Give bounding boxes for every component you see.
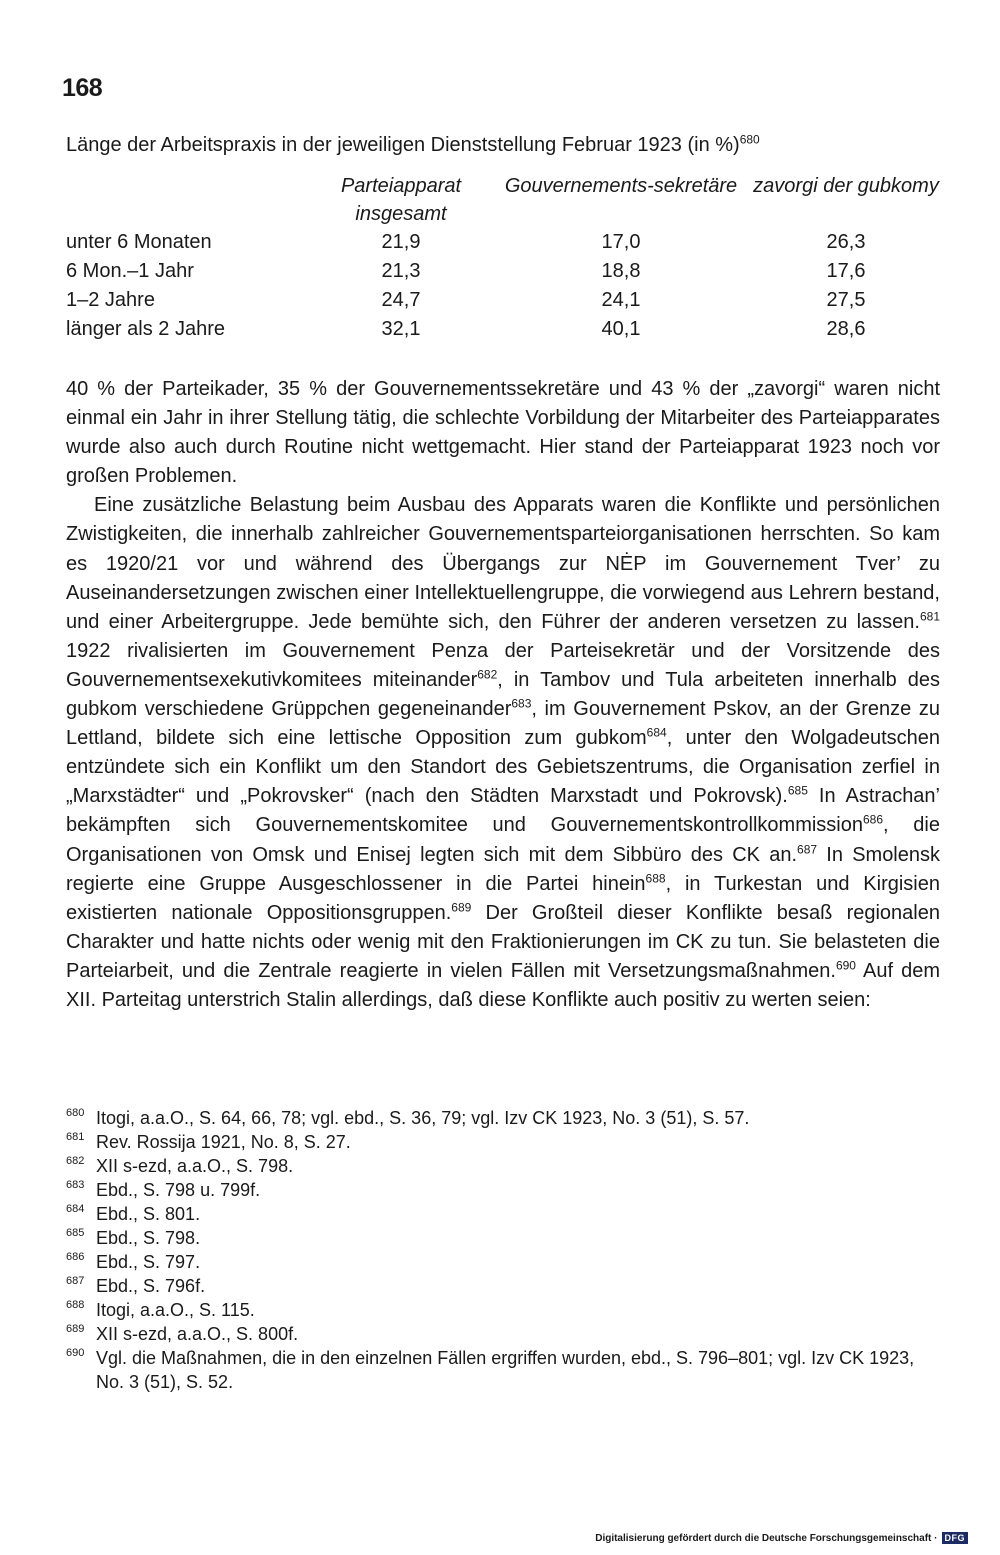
footnote (66, 1250, 940, 1274)
footnote-text: Ebd., S. 798. (96, 1228, 201, 1248)
page-number: 168 (62, 74, 103, 102)
table-row (66, 315, 946, 344)
footnote-number: 682 (66, 1155, 85, 1167)
footnote-text: Ebd., S. 798 u. 799f. (96, 1180, 261, 1200)
footnote-number: 681 (66, 1131, 85, 1143)
text-segment: , die Organisationen von Omsk und Enisej legten sich mit dem Sibbüro des CK an. (66, 814, 940, 866)
footnote-number: 688 (66, 1299, 85, 1311)
column-header: Gouvernements-sekretäre (504, 175, 738, 197)
footnote (66, 1226, 940, 1250)
footnote-ref: 687 (797, 841, 818, 856)
row-label: länger als 2 Jahre (66, 318, 225, 340)
footnote (66, 1202, 940, 1226)
footnotes (66, 1106, 940, 1394)
text-segment: 1922 rivalisierten im Gouvernement Penza der Parteisekretär und der Vorsitzende des Gouvernementsexekutivkomitees miteinander (66, 639, 940, 691)
funding-note (595, 1532, 968, 1544)
text-segment: , in Turkestan und Kirgisien existierten nationale Oppositionsgruppen. (66, 872, 940, 924)
footnote-text: Rev. Rossija 1921, No. 8, S. 27. (96, 1132, 351, 1152)
table-cell: 40,1 (601, 318, 641, 340)
table-title (66, 131, 946, 159)
body-text (66, 375, 940, 1015)
footnote-text: Itogi, a.a.O., S. 64, 66, 78; vgl. ebd., S. 36, 79; vgl. Izv CK 1923, No. 3 (51), S. 57. (96, 1108, 750, 1128)
text-segment: , im Gouvernement Pskov, an der Grenze zu Lettland, bildete sich eine lettische Opposition zum gubkom (66, 698, 940, 750)
footnote-number: 686 (66, 1251, 85, 1263)
statistics-table (66, 172, 946, 344)
table-cell: 27,5 (826, 289, 866, 311)
footnote-text: XII s-ezd, a.a.O., S. 800f. (96, 1324, 299, 1344)
footnote (66, 1322, 940, 1346)
footnote-ref: 683 (511, 696, 532, 711)
footnote-ref: 681 (919, 609, 940, 624)
row-label: 6 Mon.–1 Jahr (66, 260, 194, 282)
footnote-ref: 690 (835, 958, 856, 973)
footnote-number: 690 (66, 1347, 85, 1359)
dfg-logo-icon: DFG (942, 1532, 969, 1544)
table-cell: 17,6 (826, 260, 866, 282)
footnote-number: 689 (66, 1323, 85, 1335)
footnote-text: XII s-ezd, a.a.O., S. 798. (96, 1156, 294, 1176)
table-cell: 21,3 (381, 260, 421, 282)
footnote-ref: 689 (451, 900, 472, 915)
table-cell: 17,0 (601, 231, 641, 253)
table-row (66, 286, 946, 315)
footnote-ref: 680 (739, 132, 760, 147)
table-cell: 26,3 (826, 231, 866, 253)
table-cell: 21,9 (381, 231, 421, 253)
table-cell: 28,6 (826, 318, 866, 340)
table-header-row (66, 172, 946, 228)
table-cell: 24,1 (601, 289, 641, 311)
text-segment: , in Tambov und Tula arbeiteten innerhalb des gubkom verschiedene Grüppchen gegeneinander (66, 668, 940, 721)
text-segment: In Smolensk regierte eine Gruppe Ausgeschlossener in die Partei hinein (66, 843, 941, 895)
paragraph: 40 % der Parteikader, 35 % der Gouvernementssekretäre und 43 % der „zavorgi“ waren nicht einmal ein Jahr in ihrer Stellung tätig, die schlechte Vorbildung der Mitarbeiter des Parteiapparates wurde also auch durch Routine nicht wettgemacht. Hier stand der Parteiapparat 1923 noch vor großen Problemen. (66, 378, 940, 488)
footnote-text: Ebd., S. 797. (96, 1252, 201, 1272)
footnote-text: Itogi, a.a.O., S. 115. (96, 1300, 255, 1320)
footnote-text: Ebd., S. 796f. (96, 1276, 206, 1296)
footnote (66, 1154, 940, 1178)
footnote-number: 683 (66, 1179, 85, 1191)
footnote-ref: 685 (787, 783, 808, 798)
footnote-number: 685 (66, 1227, 85, 1239)
footnote (66, 1274, 940, 1298)
table-title-text: Länge der Arbeitspraxis in der jeweiligen Dienststellung Februar 1923 (in %) (66, 134, 740, 156)
footnote (66, 1130, 940, 1154)
table-cell: 18,8 (601, 260, 641, 282)
footnote-ref: 686 (863, 812, 884, 827)
text-segment: Eine zusätzliche Belastung beim Ausbau des Apparats waren die Konflikte und persönlichen Zwistigkeiten, die innerhalb zahlreicher Gouvernementsparteiorganisationen herrschten. So kam es 1920/21 vor und während des Übergangs zur NĖP im Gouvernement Tver’ zu Auseinandersetzungen zwischen einer Intellektuellengruppe, die vorwiegend aus Lehrern bestand, und einer Arbeitergruppe. Jede bemühte sich, den Führer der anderen versetzen zu lassen. (66, 494, 940, 633)
row-label-header (66, 172, 306, 228)
footnote-text: Ebd., S. 801. (96, 1204, 201, 1224)
row-label: 1–2 Jahre (66, 289, 155, 311)
footnote-ref: 682 (477, 667, 498, 682)
table-row (66, 228, 946, 257)
footnote (66, 1346, 940, 1394)
text-segment: , unter den Wolgadeutschen entzündete sich ein Konflikt um den Standort des Gebietszentrums, die Organisation zerfiel in „Marxstädter“ und „Pokrovsker“ (nach den Städten Marxstadt und Pokrovsk). (66, 727, 940, 808)
footnote-text: Vgl. die Maßnahmen, die in den einzelnen Fällen ergriffen wurden, ebd., S. 796–801; vgl. Izv CK 1923, No. 3 (51), S. 52. (96, 1348, 915, 1392)
column-header: Parteiapparat insgesamt (340, 175, 462, 225)
footnote-ref: 684 (646, 725, 667, 740)
footnote (66, 1106, 940, 1130)
footnote-number: 680 (66, 1107, 85, 1119)
funding-text: Digitalisierung gefördert durch die Deutsche Forschungsgemeinschaft · (595, 1532, 938, 1544)
footnote (66, 1178, 940, 1202)
row-label: unter 6 Monaten (66, 231, 212, 253)
footnote-number: 687 (66, 1275, 85, 1287)
paragraph (66, 491, 940, 1015)
table-cell: 32,1 (381, 318, 421, 340)
footnote (66, 1298, 940, 1322)
text-segment: Auf dem XII. Parteitag unterstrich Stalin allerdings, daß diese Konflikte auch positiv zu werten seien: (66, 959, 941, 1011)
table-cell: 24,7 (381, 289, 421, 311)
text-segment: In Astrachan’ bekämpften sich Gouvernementskomitee und Gouvernementskontrollkommission (66, 785, 941, 837)
table-row (66, 257, 946, 286)
column-header: zavorgi der gubkomy (753, 175, 939, 197)
text-segment: Der Großteil dieser Konflikte besaß regionalen Charakter und hatte nichts oder wenig mit den Fraktionierungen im CK zu tun. Sie belasteten die Parteiarbeit, und die Zentrale reagierte in vielen Fällen mit Versetzungsmaßnahmen. (66, 901, 940, 982)
footnote-number: 684 (66, 1203, 85, 1215)
footnote-ref: 688 (645, 870, 666, 885)
